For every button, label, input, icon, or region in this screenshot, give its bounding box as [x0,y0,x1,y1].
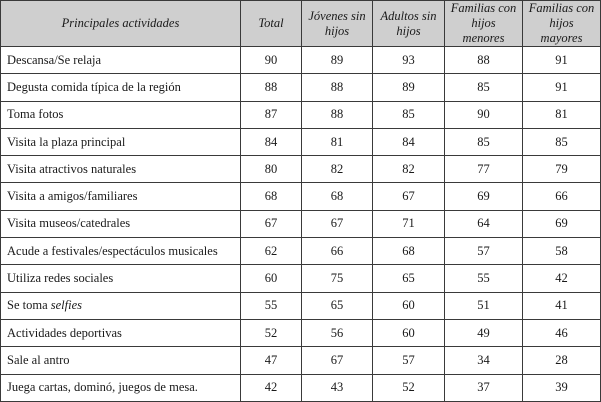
value-adults: 52 [373,374,445,401]
value-fam-older: 39 [523,374,601,401]
table-row [1,238,601,265]
value-fam-older: 46 [523,319,601,346]
activity-cell: Acude a festivales/espectáculos musicales [1,238,241,265]
value-fam-older: 66 [523,183,601,210]
value-adults: 84 [373,128,445,155]
table-row [1,347,601,374]
activity-emphasis: selfies [50,298,82,313]
value-young: 88 [302,101,373,128]
value-fam-older: 58 [523,238,601,265]
value-total: 67 [241,210,302,237]
value-total: 80 [241,156,302,183]
value-young: 75 [302,265,373,292]
activity-cell: Utiliza redes sociales [1,265,241,292]
value-adults: 93 [373,47,445,74]
value-fam-older: 85 [523,128,601,155]
header-row [1,1,601,47]
header-families-young-children: Familias con hijos menores [445,1,523,47]
activity-cell: Visita a amigos/familiares [1,183,241,210]
value-total: 52 [241,319,302,346]
table-row [1,319,601,346]
activity-cell: Sale al antro [1,347,241,374]
value-adults: 71 [373,210,445,237]
value-young: 65 [302,292,373,319]
table-row [1,156,601,183]
value-young: 89 [302,47,373,74]
value-young: 82 [302,156,373,183]
activity-cell: Visita atractivos naturales [1,156,241,183]
value-total: 68 [241,183,302,210]
value-fam-older: 28 [523,347,601,374]
value-total: 62 [241,238,302,265]
activity-cell: Toma fotos [1,101,241,128]
value-adults: 57 [373,347,445,374]
activity-cell: Degusta comida típica de la región [1,74,241,101]
header-families-older-children: Familias con hijos mayores [523,1,601,47]
value-fam-older: 41 [523,292,601,319]
table-row [1,183,601,210]
value-fam-older: 42 [523,265,601,292]
value-adults: 85 [373,101,445,128]
value-young: 66 [302,238,373,265]
value-adults: 68 [373,238,445,265]
value-fam-young: 55 [445,265,523,292]
value-fam-young: 88 [445,47,523,74]
table-row [1,101,601,128]
table-row [1,292,601,319]
value-fam-older: 91 [523,47,601,74]
header-adults-no-children: Adultos sin hijos [373,1,445,47]
table-row [1,210,601,237]
value-fam-young: 90 [445,101,523,128]
value-fam-young: 37 [445,374,523,401]
value-young: 56 [302,319,373,346]
value-total: 55 [241,292,302,319]
activity-cell: Descansa/Se relaja [1,47,241,74]
header-activities: Principales actividades [1,1,241,47]
value-fam-young: 51 [445,292,523,319]
value-total: 42 [241,374,302,401]
header-total: Total [241,1,302,47]
value-total: 47 [241,347,302,374]
value-adults: 82 [373,156,445,183]
value-fam-older: 69 [523,210,601,237]
value-fam-young: 57 [445,238,523,265]
value-adults: 67 [373,183,445,210]
activity-cell: Visita museos/catedrales [1,210,241,237]
value-fam-older: 79 [523,156,601,183]
value-total: 84 [241,128,302,155]
table-row [1,374,601,401]
value-total: 87 [241,101,302,128]
table-row [1,265,601,292]
value-fam-older: 91 [523,74,601,101]
value-young: 67 [302,210,373,237]
value-adults: 89 [373,74,445,101]
value-young: 88 [302,74,373,101]
value-fam-young: 77 [445,156,523,183]
activity-cell: Visita la plaza principal [1,128,241,155]
value-total: 60 [241,265,302,292]
value-fam-young: 49 [445,319,523,346]
value-total: 88 [241,74,302,101]
table-row [1,128,601,155]
value-young: 43 [302,374,373,401]
value-young: 68 [302,183,373,210]
activity-cell: Juega cartas, dominó, juegos de mesa. [1,374,241,401]
activity-prefix: Se toma [7,298,51,313]
activity-cell: Actividades deportivas [1,319,241,346]
table-row [1,47,601,74]
value-adults: 60 [373,319,445,346]
value-fam-young: 85 [445,74,523,101]
table-row [1,74,601,101]
value-total: 90 [241,47,302,74]
value-adults: 65 [373,265,445,292]
value-fam-young: 64 [445,210,523,237]
value-fam-young: 69 [445,183,523,210]
value-adults: 60 [373,292,445,319]
activity-cell [1,292,241,319]
value-young: 81 [302,128,373,155]
value-fam-older: 81 [523,101,601,128]
value-fam-young: 34 [445,347,523,374]
value-fam-young: 85 [445,128,523,155]
value-young: 67 [302,347,373,374]
header-young-no-children: Jóvenes sin hijos [302,1,373,47]
